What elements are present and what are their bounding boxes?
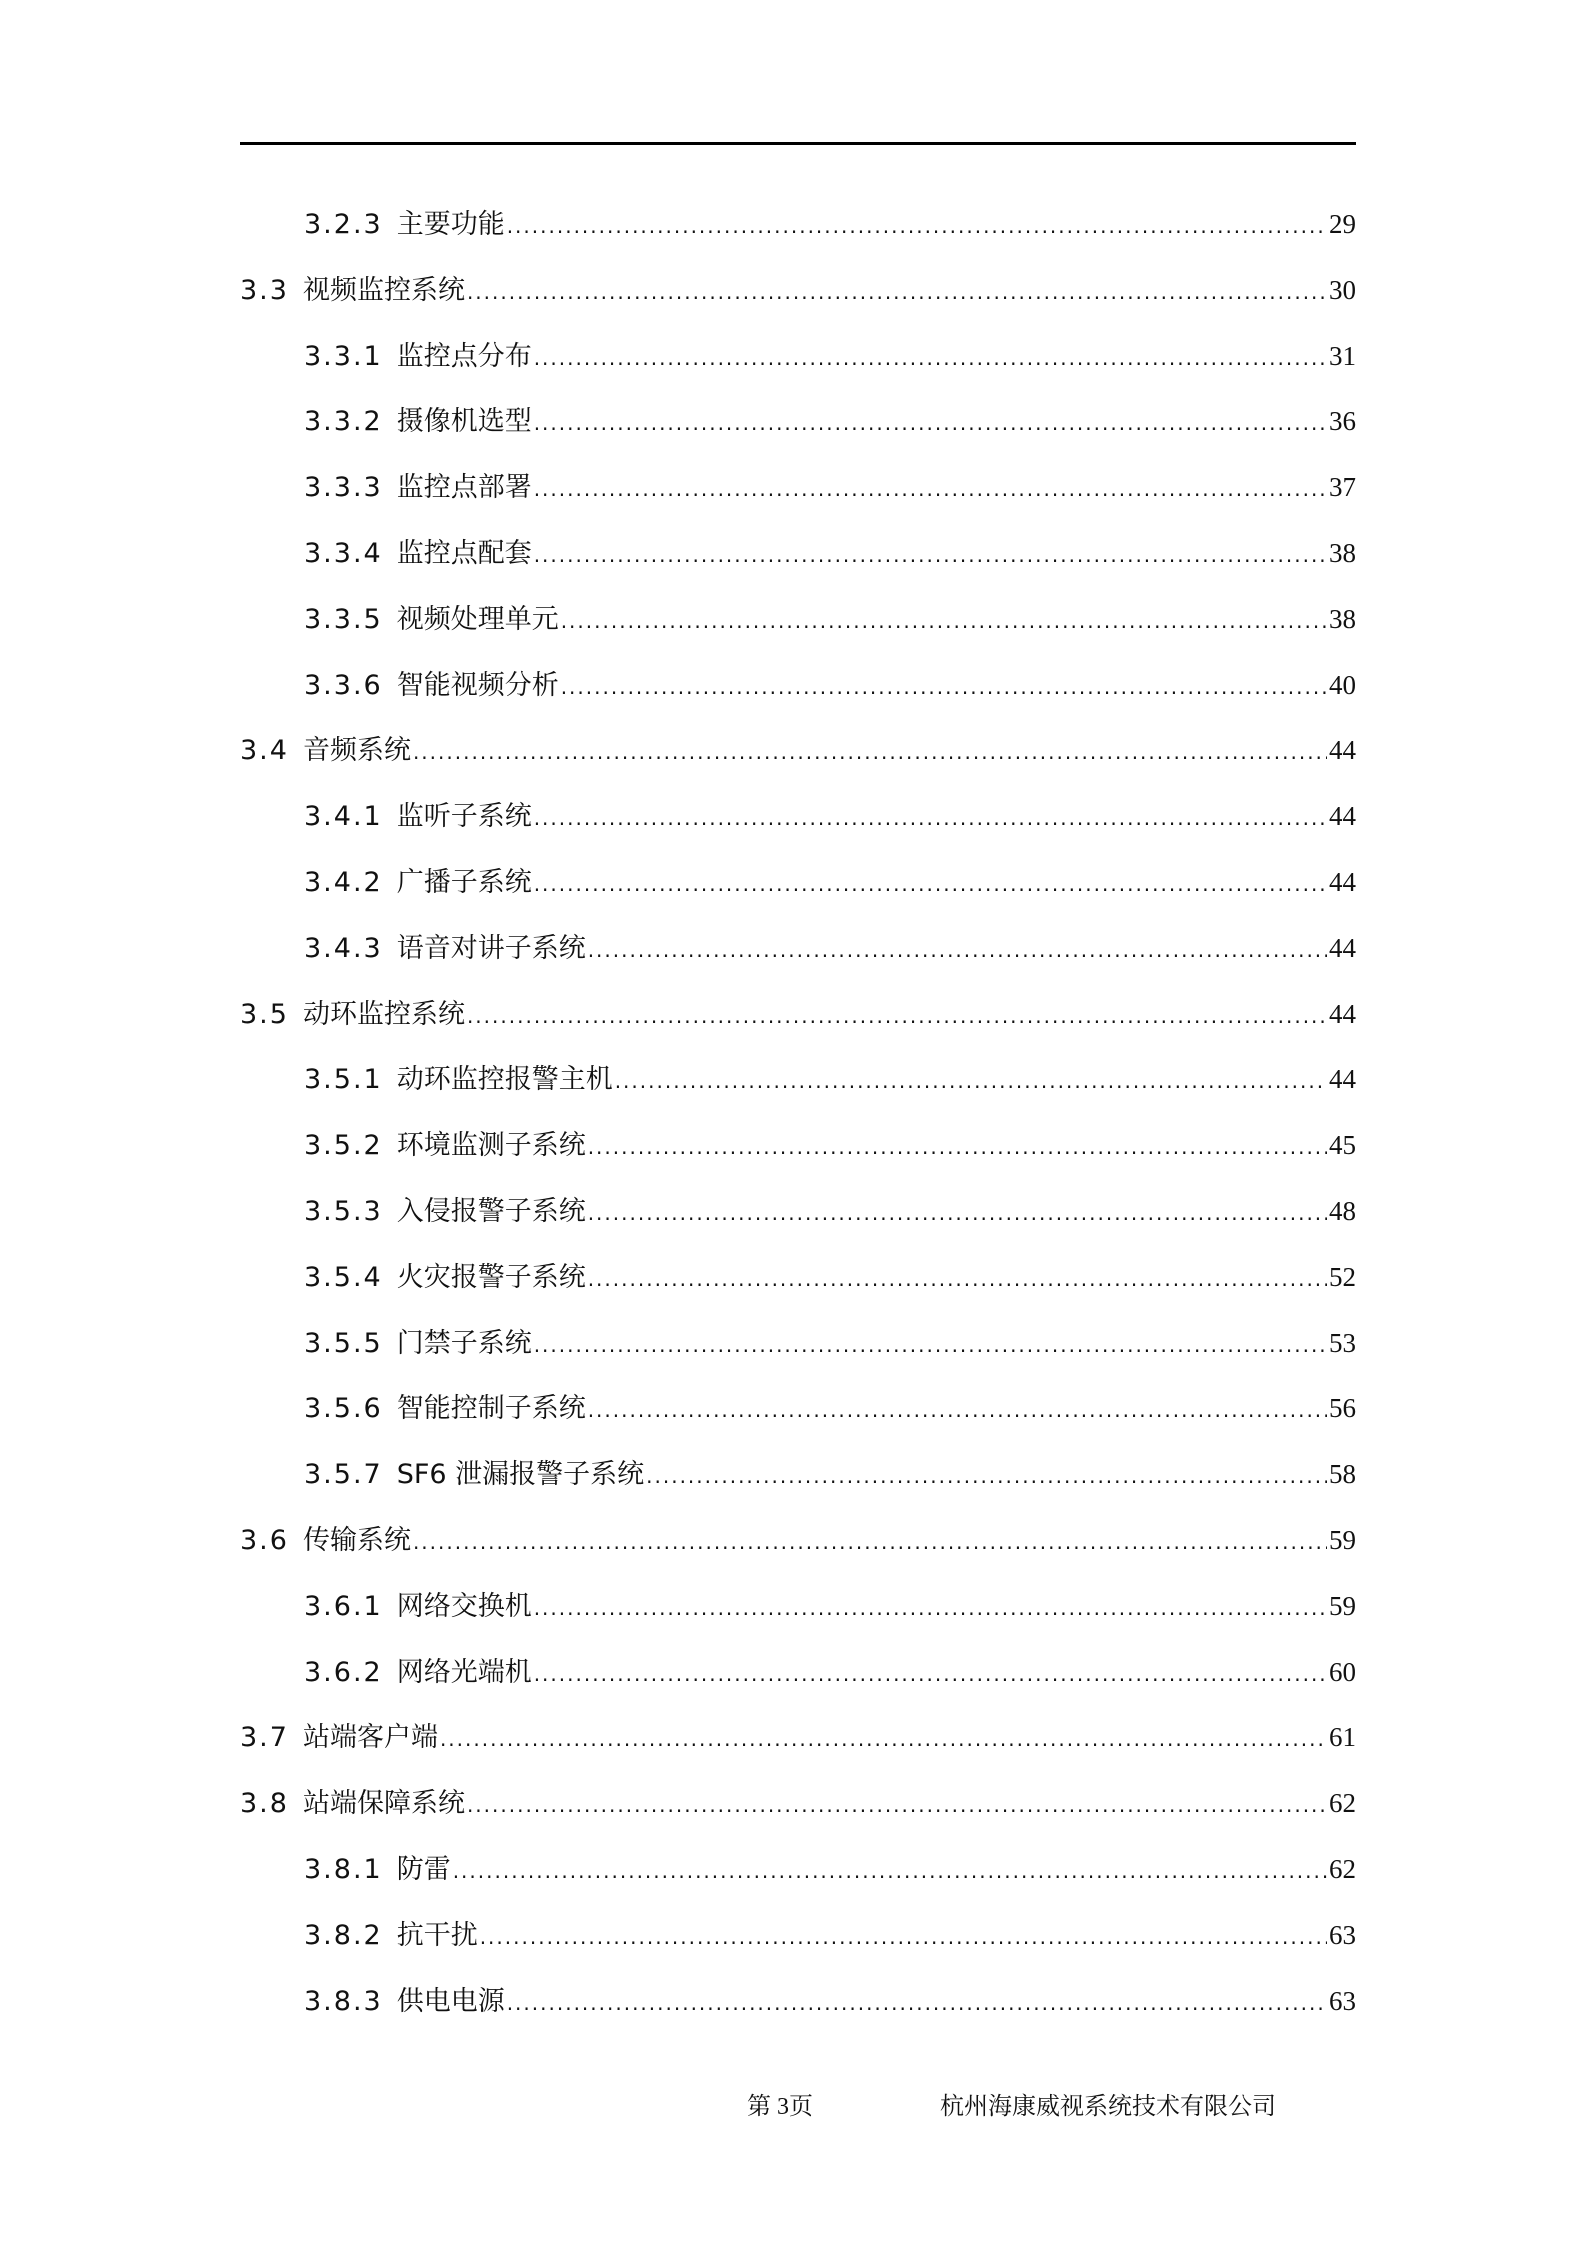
toc-leader-dots	[615, 1061, 1327, 1101]
toc-entry-page: 59	[1329, 1590, 1356, 1621]
toc-entry-title: 入侵报警子系统	[396, 1195, 586, 1227]
toc-entry-title: 站端客户端	[302, 1722, 438, 1754]
toc-leader-dots	[534, 1588, 1327, 1628]
toc-leader-dots	[534, 1654, 1327, 1694]
toc-entry-number: 3.3.5	[304, 603, 383, 635]
table-of-contents	[240, 204, 1356, 2046]
footer-company: 杭州海康威视系统技术有限公司	[940, 2094, 1276, 2120]
toc-leader-dots	[467, 272, 1327, 312]
toc-entry[interactable]	[240, 862, 1356, 928]
toc-entry[interactable]	[240, 994, 1356, 1060]
toc-entry-page: 59	[1329, 1524, 1356, 1555]
toc-entry-number: 3.4.3	[304, 932, 383, 964]
toc-entry[interactable]	[240, 796, 1356, 862]
footer-page-number: 第 3页	[747, 2094, 813, 2120]
toc-entry-page: 37	[1329, 472, 1356, 503]
toc-leader-dots	[413, 732, 1327, 772]
toc-entry[interactable]	[240, 1652, 1356, 1718]
toc-entry-page: 36	[1329, 406, 1356, 437]
toc-entry-number: 3.4.1	[304, 801, 383, 833]
toc-entry-number: 3.6.1	[304, 1590, 383, 1622]
toc-entry[interactable]	[240, 665, 1356, 731]
toc-entry-page: 48	[1329, 1195, 1356, 1226]
toc-leader-dots	[534, 403, 1327, 443]
toc-leader-dots	[588, 1390, 1327, 1430]
toc-leader-dots	[561, 667, 1327, 707]
toc-entry-title: 音频系统	[302, 735, 411, 767]
toc-entry[interactable]	[240, 1981, 1356, 2047]
toc-entry[interactable]	[240, 1849, 1356, 1915]
toc-entry-number: 3.8.2	[304, 1919, 383, 1951]
toc-entry-number: 3.2.3	[304, 209, 383, 240]
toc-entry-page: 56	[1329, 1393, 1356, 1424]
toc-entry[interactable]	[240, 1125, 1356, 1191]
toc-leader-dots	[467, 996, 1327, 1036]
toc-entry[interactable]	[240, 1717, 1356, 1783]
toc-entry-page: 58	[1329, 1459, 1356, 1490]
toc-entry-number: 3.5.4	[304, 1261, 383, 1293]
toc-entry[interactable]	[240, 204, 1356, 270]
toc-entry[interactable]	[240, 1783, 1356, 1849]
toc-entry-number: 3.3.2	[304, 406, 383, 438]
toc-entry-title: 监控点分布	[396, 340, 532, 372]
toc-entry-page: 29	[1329, 209, 1356, 239]
toc-entry[interactable]	[240, 1586, 1356, 1652]
toc-entry-number: 3.8.3	[304, 1985, 383, 2017]
toc-entry-title: 供电电源	[396, 1985, 505, 2017]
toc-entry-page: 44	[1329, 801, 1356, 832]
toc-entry-number: 3.3.4	[304, 537, 383, 569]
toc-entry-title: 环境监测子系统	[396, 1130, 586, 1162]
toc-entry-title: 监控点部署	[396, 472, 532, 504]
toc-entry-title: 摄像机选型	[396, 406, 532, 438]
toc-entry-page: 61	[1329, 1722, 1356, 1753]
toc-entry[interactable]	[240, 336, 1356, 402]
toc-entry[interactable]	[240, 928, 1356, 994]
toc-entry-number: 3.5.5	[304, 1327, 383, 1359]
toc-leader-dots	[507, 206, 1327, 246]
toc-entry[interactable]	[240, 270, 1356, 336]
toc-entry[interactable]	[240, 730, 1356, 796]
toc-entry-title: 动环监控报警主机	[396, 1064, 613, 1096]
toc-leader-dots	[588, 1127, 1327, 1167]
toc-entry-page: 44	[1329, 735, 1356, 766]
toc-entry-title: 智能控制子系统	[396, 1393, 586, 1425]
toc-entry-page: 44	[1329, 998, 1356, 1029]
toc-leader-dots	[534, 864, 1327, 904]
toc-entry-number: 3.3.1	[304, 340, 383, 372]
toc-entry-number: 3.3.6	[304, 669, 383, 701]
toc-entry-number: 3.3	[240, 274, 289, 306]
toc-entry[interactable]	[240, 1257, 1356, 1323]
toc-leader-dots	[588, 1193, 1327, 1233]
toc-entry[interactable]	[240, 1388, 1356, 1454]
toc-entry-title: 防雷	[396, 1853, 451, 1885]
toc-entry-title: 网络光端机	[396, 1656, 532, 1688]
toc-entry[interactable]	[240, 401, 1356, 467]
toc-entry-page: 31	[1329, 340, 1356, 371]
toc-entry-number: 3.5.2	[304, 1130, 383, 1162]
header-rule	[240, 142, 1356, 145]
toc-entry-page: 30	[1329, 274, 1356, 305]
toc-entry-title: 传输系统	[302, 1524, 411, 1556]
toc-entry-title: 广播子系统	[396, 866, 532, 898]
toc-entry-title: 视频监控系统	[302, 274, 465, 306]
toc-entry-title: 主要功能	[396, 209, 505, 240]
toc-entry-number: 3.6.2	[304, 1656, 383, 1688]
toc-entry[interactable]	[240, 1454, 1356, 1520]
toc-entry-page: 38	[1329, 603, 1356, 634]
toc-entry-title: 动环监控系统	[302, 998, 465, 1030]
toc-entry-title: 抗干扰	[396, 1919, 478, 1951]
toc-entry[interactable]	[240, 1915, 1356, 1981]
toc-entry-title: SF6 泄漏报警子系统	[396, 1459, 645, 1491]
toc-entry-title: 监控点配套	[396, 537, 532, 569]
toc-entry-page: 62	[1329, 1788, 1356, 1819]
toc-leader-dots	[413, 1522, 1327, 1562]
toc-entry-page: 63	[1329, 1919, 1356, 1950]
toc-entry-page: 44	[1329, 1064, 1356, 1095]
toc-leader-dots	[440, 1719, 1327, 1759]
toc-entry-page: 52	[1329, 1261, 1356, 1292]
toc-entry-number: 3.3.3	[304, 472, 383, 504]
toc-leader-dots	[507, 1983, 1327, 2023]
toc-leader-dots	[561, 601, 1327, 641]
toc-leader-dots	[588, 930, 1327, 970]
toc-entry-title: 网络交换机	[396, 1590, 532, 1622]
toc-entry-page: 40	[1329, 669, 1356, 700]
toc-entry-title: 门禁子系统	[396, 1327, 532, 1359]
toc-entry[interactable]	[240, 467, 1356, 533]
toc-entry[interactable]	[240, 1059, 1356, 1125]
toc-entry-title: 智能视频分析	[396, 669, 559, 701]
toc-entry-number: 3.4	[240, 735, 289, 767]
toc-entry-page: 45	[1329, 1130, 1356, 1161]
toc-entry-number: 3.5.3	[304, 1195, 383, 1227]
toc-entry-title: 站端保障系统	[302, 1788, 465, 1820]
toc-entry-number: 3.5.6	[304, 1393, 383, 1425]
toc-leader-dots	[534, 338, 1327, 378]
toc-entry-page: 60	[1329, 1656, 1356, 1687]
toc-entry-number: 3.4.2	[304, 866, 383, 898]
toc-entry-number: 3.8	[240, 1788, 289, 1820]
toc-leader-dots	[646, 1456, 1327, 1496]
toc-entry-number: 3.5.7	[304, 1459, 383, 1491]
toc-leader-dots	[453, 1851, 1327, 1891]
toc-leader-dots	[467, 1785, 1327, 1825]
toc-leader-dots	[534, 469, 1327, 509]
toc-entry-page: 63	[1329, 1985, 1356, 2016]
toc-entry-title: 火灾报警子系统	[396, 1261, 586, 1293]
toc-entry[interactable]	[240, 1323, 1356, 1389]
toc-entry-number: 3.7	[240, 1722, 289, 1754]
toc-entry-page: 44	[1329, 932, 1356, 963]
toc-entry-title: 视频处理单元	[396, 603, 559, 635]
toc-entry-page: 62	[1329, 1853, 1356, 1884]
toc-entry[interactable]	[240, 1520, 1356, 1586]
toc-leader-dots	[534, 1325, 1327, 1365]
toc-entry[interactable]	[240, 599, 1356, 665]
toc-leader-dots	[480, 1917, 1327, 1957]
toc-entry-number: 3.5	[240, 998, 289, 1030]
toc-entry-number: 3.6	[240, 1524, 289, 1556]
toc-entry-page: 38	[1329, 537, 1356, 568]
toc-entry[interactable]	[240, 1191, 1356, 1257]
toc-entry-page: 53	[1329, 1327, 1356, 1358]
toc-entry-title: 监听子系统	[396, 801, 532, 833]
toc-entry-page: 44	[1329, 866, 1356, 897]
toc-leader-dots	[534, 798, 1327, 838]
toc-entry-title: 语音对讲子系统	[396, 932, 586, 964]
toc-entry[interactable]	[240, 533, 1356, 599]
toc-entry-number: 3.8.1	[304, 1853, 383, 1885]
toc-entry-number: 3.5.1	[304, 1064, 383, 1096]
toc-leader-dots	[534, 535, 1327, 575]
toc-leader-dots	[588, 1259, 1327, 1299]
